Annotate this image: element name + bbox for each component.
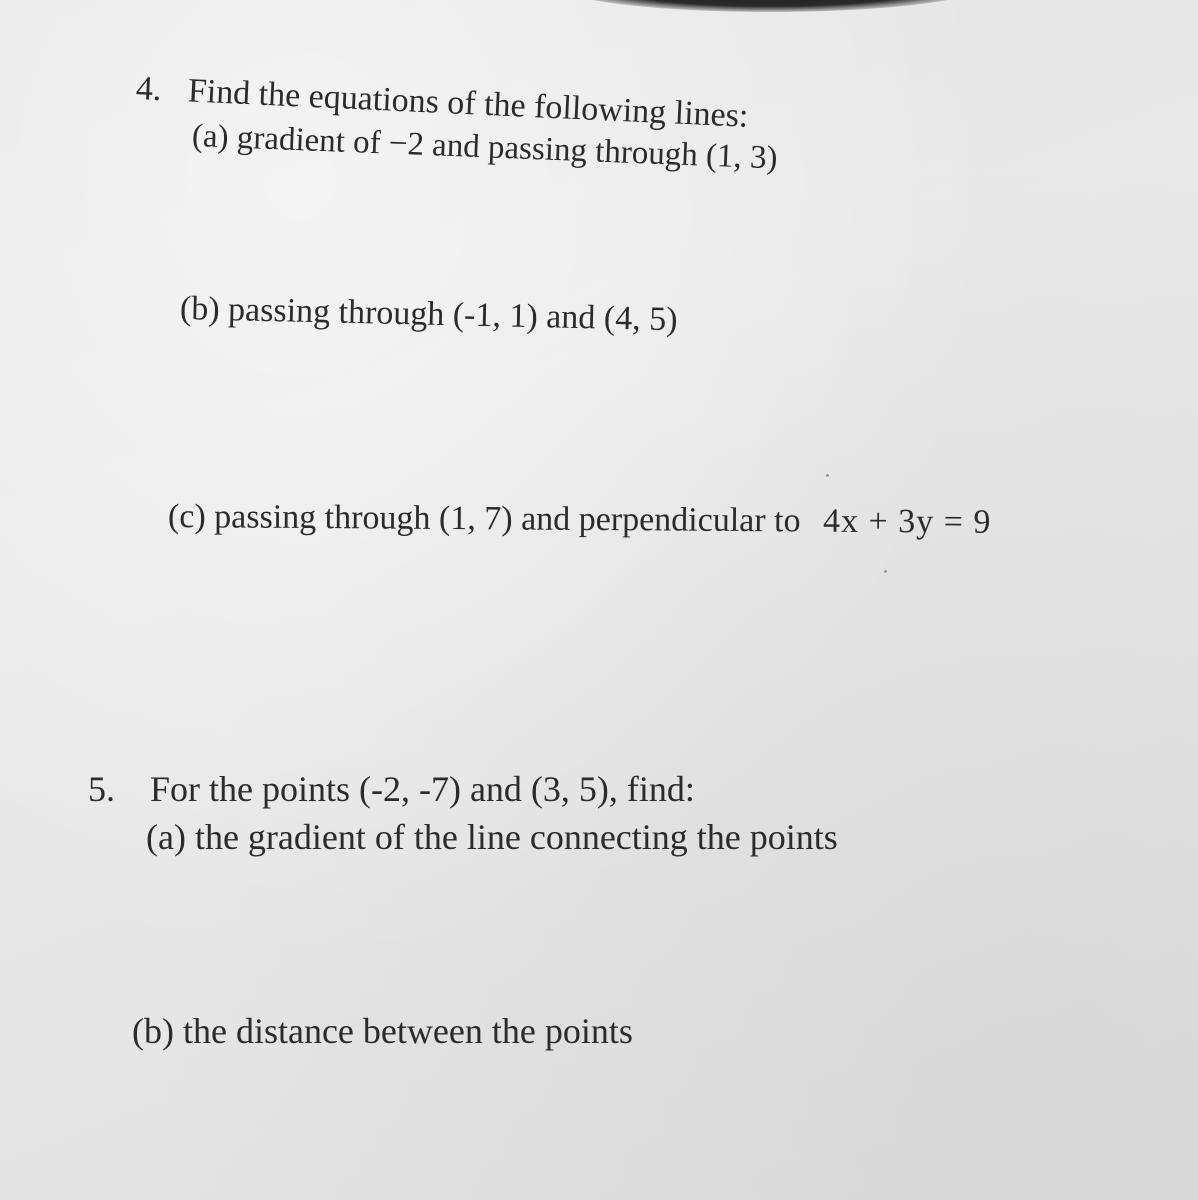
q5-part-a: (a) the gradient of the line connecting the points (146, 817, 838, 857)
q4-part-c-text: (c) passing through (1, 7) and perpendicular to (167, 498, 801, 540)
q4-number: 4. (135, 70, 163, 109)
q4-part-b: (b) passing through (-1, 1) and (4, 5) (179, 290, 678, 339)
q5-part-b: (b) the distance between the points (132, 1011, 633, 1051)
paper-speck (826, 474, 829, 477)
q4-part-c-equation: 4x + 3y = 9 (822, 502, 992, 541)
q5-heading (88, 768, 695, 810)
top-edge-shadow (560, 0, 980, 12)
q4-prompt: Find the equations of the following lines: (187, 72, 750, 135)
paper-speck (884, 570, 887, 573)
q4-part-c (168, 498, 992, 542)
q5-prompt: For the points (-2, -7) and (3, 5), find: (150, 769, 695, 809)
q4-part-a: (a) gradient of −2 and passing through (1, 3) (191, 118, 779, 177)
q5-number: 5. (88, 769, 115, 809)
